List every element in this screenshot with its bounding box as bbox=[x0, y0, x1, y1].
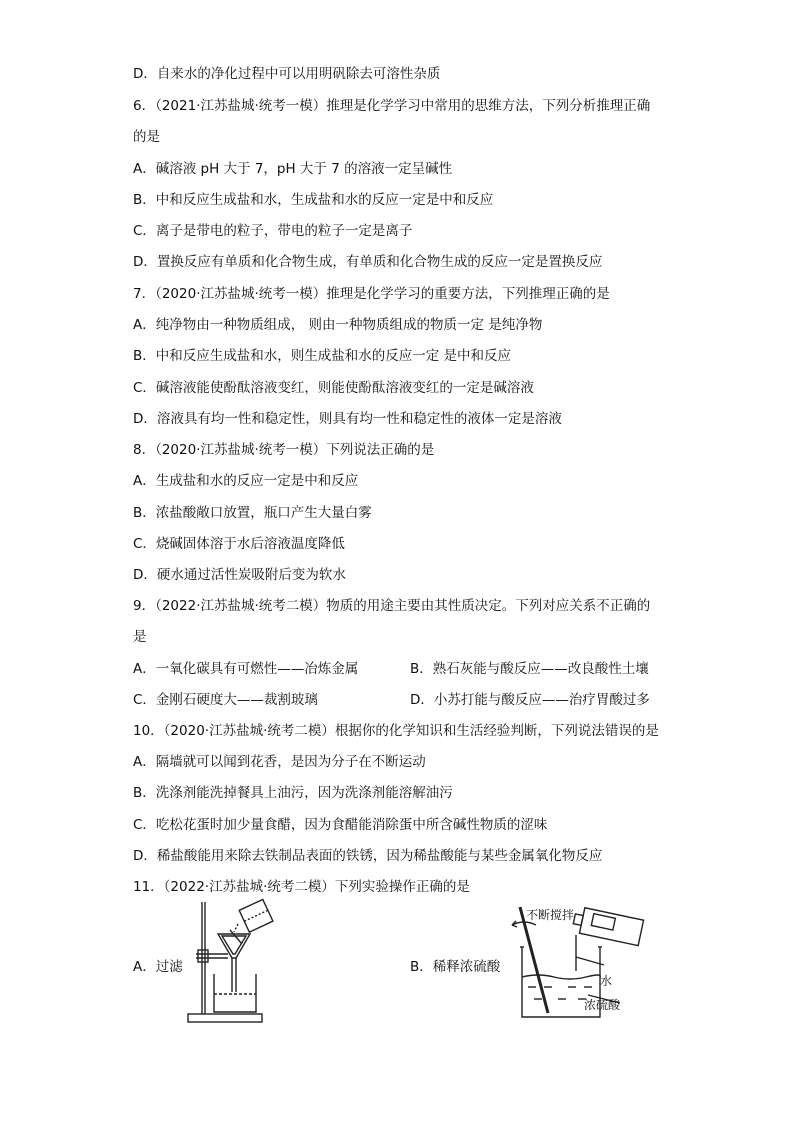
q11-stem: 11．（2022·江苏盐城·统考二模）下列实验操作正确的是 bbox=[133, 879, 470, 895]
label-water: 水 bbox=[600, 974, 613, 988]
q8-stem: 8．（2020·江苏盐城·统考一模）下列说法正确的是 bbox=[133, 442, 435, 458]
dilute-sulfuric-acid-figure bbox=[508, 905, 658, 1023]
q8-option-a: A．生成盐和水的反应一定是中和反应 bbox=[133, 473, 359, 489]
liquid-surface bbox=[522, 975, 600, 979]
filtration-apparatus-figure bbox=[186, 896, 282, 1026]
glass-rod bbox=[230, 930, 242, 944]
q6-stem-line1: 6．（2021·江苏盐城·统考一模）推理是化学学习中常用的思维方法，下列分析推理正确 bbox=[133, 98, 651, 114]
q6-option-d: D．置换反应有单质和化合物生成，有单质和化合物生成的反应一定是置换反应 bbox=[133, 254, 603, 270]
q9-option-b: B．熟石灰能与酸反应——改良酸性土壤 bbox=[410, 661, 649, 677]
q8-option-b: B．浓盐酸敞口放置，瓶口产生大量白雾 bbox=[133, 505, 372, 521]
pouring-beaker bbox=[239, 899, 273, 932]
q11-option-b: B．稀释浓硫酸 bbox=[410, 959, 501, 975]
q6-stem-line2: 的是 bbox=[133, 129, 160, 145]
q8-option-c: C．烧碱固体溶于水后溶液温度降低 bbox=[133, 536, 345, 552]
q6-option-b: B．中和反应生成盐和水，生成盐和水的反应一定是中和反应 bbox=[133, 192, 494, 208]
q11-option-a: A．过滤 bbox=[133, 959, 183, 975]
receiving-beaker bbox=[214, 974, 256, 1012]
q10-option-a: A．隔墙就可以闻到花香，是因为分子在不断运动 bbox=[133, 754, 426, 770]
q8-option-d: D．硬水通过活性炭吸附后变为软水 bbox=[133, 567, 346, 583]
q10-option-c: C．吃松花蛋时加少量食醋，因为食醋能消除蛋中所含碱性物质的涩味 bbox=[133, 817, 548, 833]
label-acid: 浓硫酸 bbox=[584, 998, 621, 1012]
q10-option-d: D．稀盐酸能用来除去铁制品表面的铁锈，因为稀盐酸能与某些金属氧化物反应 bbox=[133, 848, 603, 864]
q10-stem: 10．（2020·江苏盐城·统考二模）根据你的化学知识和生活经验判断，下列说法错误的是 bbox=[133, 723, 659, 739]
q10-option-b: B．洗涤剂能洗掉餐具上油污，因为洗涤剂能溶解油污 bbox=[133, 785, 453, 801]
stirring-rod bbox=[520, 907, 548, 1013]
stand-base bbox=[188, 1014, 262, 1022]
q9-option-a: A．一氧化碳具有可燃性——冶炼金属 bbox=[133, 661, 359, 677]
q7-option-b: B．中和反应生成盐和水，则生成盐和水的反应一定 是中和反应 bbox=[133, 348, 512, 364]
q7-option-d: D．溶液具有均一性和稳定性，则具有均一性和稳定性的液体一定是溶液 bbox=[133, 411, 562, 427]
q5-option-d: D．自来水的净化过程中可以用明矾除去可溶性杂质 bbox=[133, 66, 441, 82]
acid-bottle bbox=[572, 906, 644, 946]
q6-option-c: C．离子是带电的粒子，带电的粒子一定是离子 bbox=[133, 223, 413, 239]
q7-option-a: A．纯净物由一种物质组成， 则由一种物质组成的物质一定 是纯净物 bbox=[133, 317, 543, 333]
q9-option-d: D．小苏打能与酸反应——治疗胃酸过多 bbox=[410, 692, 650, 708]
q9-option-c: C．金刚石硬度大——裁割玻璃 bbox=[133, 692, 318, 708]
q6-option-a: A．碱溶液 pH 大于 7，pH 大于 7 的溶液一定呈碱性 bbox=[133, 161, 453, 177]
q7-stem: 7．（2020·江苏盐城·统考一模）推理是化学学习的重要方法，下列推理正确的是 bbox=[133, 286, 610, 302]
q7-option-c: C．碱溶液能使酚酞溶液变红，则能使酚酞溶液变红的一定是碱溶液 bbox=[133, 380, 534, 396]
q9-stem-line2: 是 bbox=[133, 629, 147, 645]
clamp-knob bbox=[198, 950, 208, 962]
label-stir: 不断搅拌 bbox=[526, 908, 575, 922]
q9-stem-line1: 9．（2022·江苏盐城·统考二模）物质的用途主要由其性质决定。下列对应关系不正确的 bbox=[133, 598, 651, 614]
